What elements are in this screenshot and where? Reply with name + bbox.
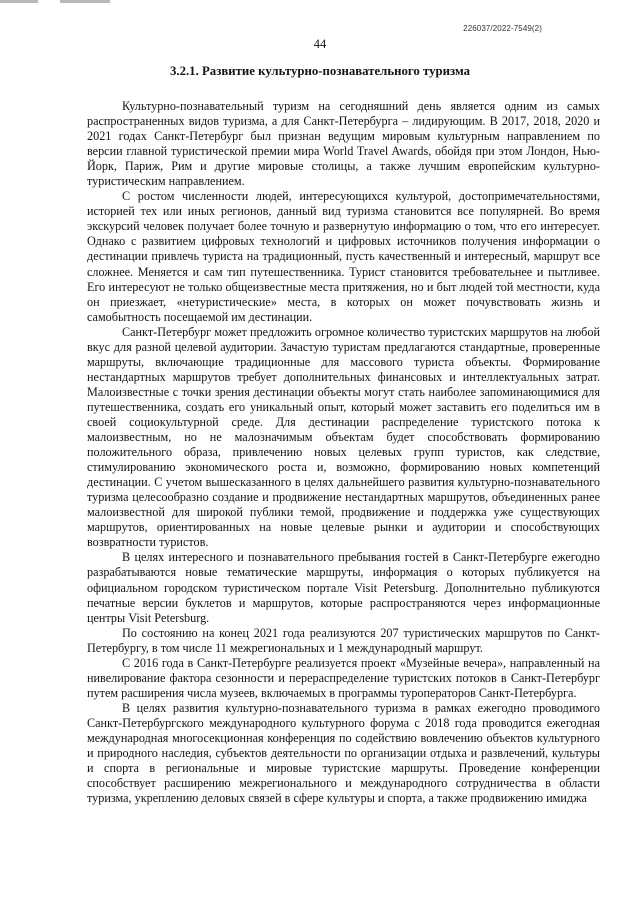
page-number: 44 xyxy=(313,37,327,51)
scan-artifact xyxy=(0,0,38,3)
paragraph: С 2016 года в Санкт-Петербурге реализуется проект «Музейные вечера», направленный на нивелирование фактора сезонности и перераспределение туристских потоков в Санкт-Петербург путем расширения числа музеев, включаемых в программы туроператоров Санкт-Петербурга. xyxy=(87,655,600,700)
paragraph: В целях развития культурно-познавательного туризма в рамках ежегодно проводимого Санкт-Петербургского международного культурного форума с 2018 года проводится ежегодная международная многосекционная конференция по содействию вовлечению объектов культурного и природного наследия, субъектов деятельности по организации отдыха и развлечений, культуры и спорта в региональные и мировые туристские маршруты. Проведение конференции способствует расширению межрегионального и международного сотрудничества в области туризма, укреплению деловых связей в сфере культуры и спорта, а также продвижению имиджа xyxy=(87,700,600,806)
paragraph: С ростом численности людей, интересующихся культурой, достопримечательностями, историей тех или иных регионов, данный вид туризма становится все популярней. Во время экскурсий человек получает более точную и развернутую информацию о том, что его интересует. Однако с развитием цифровых технологий и цифровых источников получения информации о дестинации привлечь туриста на традиционный, пусть качественный и интересный, маршрут все сложнее. Меняется и сам тип путешественника. Турист становится требовательнее и пытливее. Его интересуют не только общеизвестные места притяжения, но и быт людей той местности, куда он приезжает, «нетуристические» места, в которых он может почувствовать жизнь и самобытность посещаемой им дестинации. xyxy=(87,189,600,324)
paragraph: Культурно-познавательный туризм на сегодняшний день является одним из самых распространенных видов туризма, а для Санкт-Петербурга – лидирующим. В 2017, 2018, 2020 и 2021 годах Санкт-Петербург был признан ведущим мировым культурным направлением по версии главной туристической премии мира World Travel Awards, обойдя при этом Лондон, Нью-Йорк, Париж, Рим и другие мировые столицы, а также лучшим европейским культурно-туристическим направлением. xyxy=(87,99,600,189)
paragraph: Санкт-Петербург может предложить огромное количество туристских маршрутов на любой вкус для разной целевой аудитории. Зачастую туристам предлагаются стандартные, проверенные маршруты, включающие традиционные для массового туриста объекты. Формирование нестандартных маршрутов требует дополнительных финансовых и интеллектуальных затрат. Малоизвестные с точки зрения дестинации объекты могут стать наиболее запоминающимися для путешественника, создать его уникальный опыт, который может заставить его поделиться им в своей социокультурной среде. Для дестинации распределение туристского потока к малоизвестным, но не малозначимым объектам будет способствовать формированию положительного образа, привлечению новых целевых групп туристов, как следствие, стимулированию экономического роста и, возможно, формированию новых компетенций дестинации. С учетом вышесказанного в целях дальнейшего развития культурно-познавательного туризма целесообразно создание и продвижение нестандартных маршрутов, объединенных ранее малоизвестной для широкой публики темой, продвижение и поддержка уже существующих маршрутов, ориентированных на новые целевые рынки и аудитории и способствующих возвратности туристов. xyxy=(87,324,600,550)
document-id: 226037/2022-7549(2) xyxy=(463,24,542,33)
document-body xyxy=(87,99,600,806)
paragraph: В целях интересного и познавательного пребывания гостей в Санкт-Петербурге ежегодно разрабатываются новые тематические маршруты, информация о которых публикуется на официальном городском туристическом портале Visit Petersburg. Дополнительно публикуются печатные версии буклетов и маршрутов, которые распространяются через информационные центры Visit Petersburg. xyxy=(87,550,600,625)
scan-artifact xyxy=(60,0,110,3)
paragraph: По состоянию на конец 2021 года реализуются 207 туристических маршрутов по Санкт-Петербургу, в том числе 11 межрегиональных и 1 международный маршрут. xyxy=(87,625,600,655)
section-title: 3.2.1. Развитие культурно-познавательного туризма xyxy=(169,64,470,78)
